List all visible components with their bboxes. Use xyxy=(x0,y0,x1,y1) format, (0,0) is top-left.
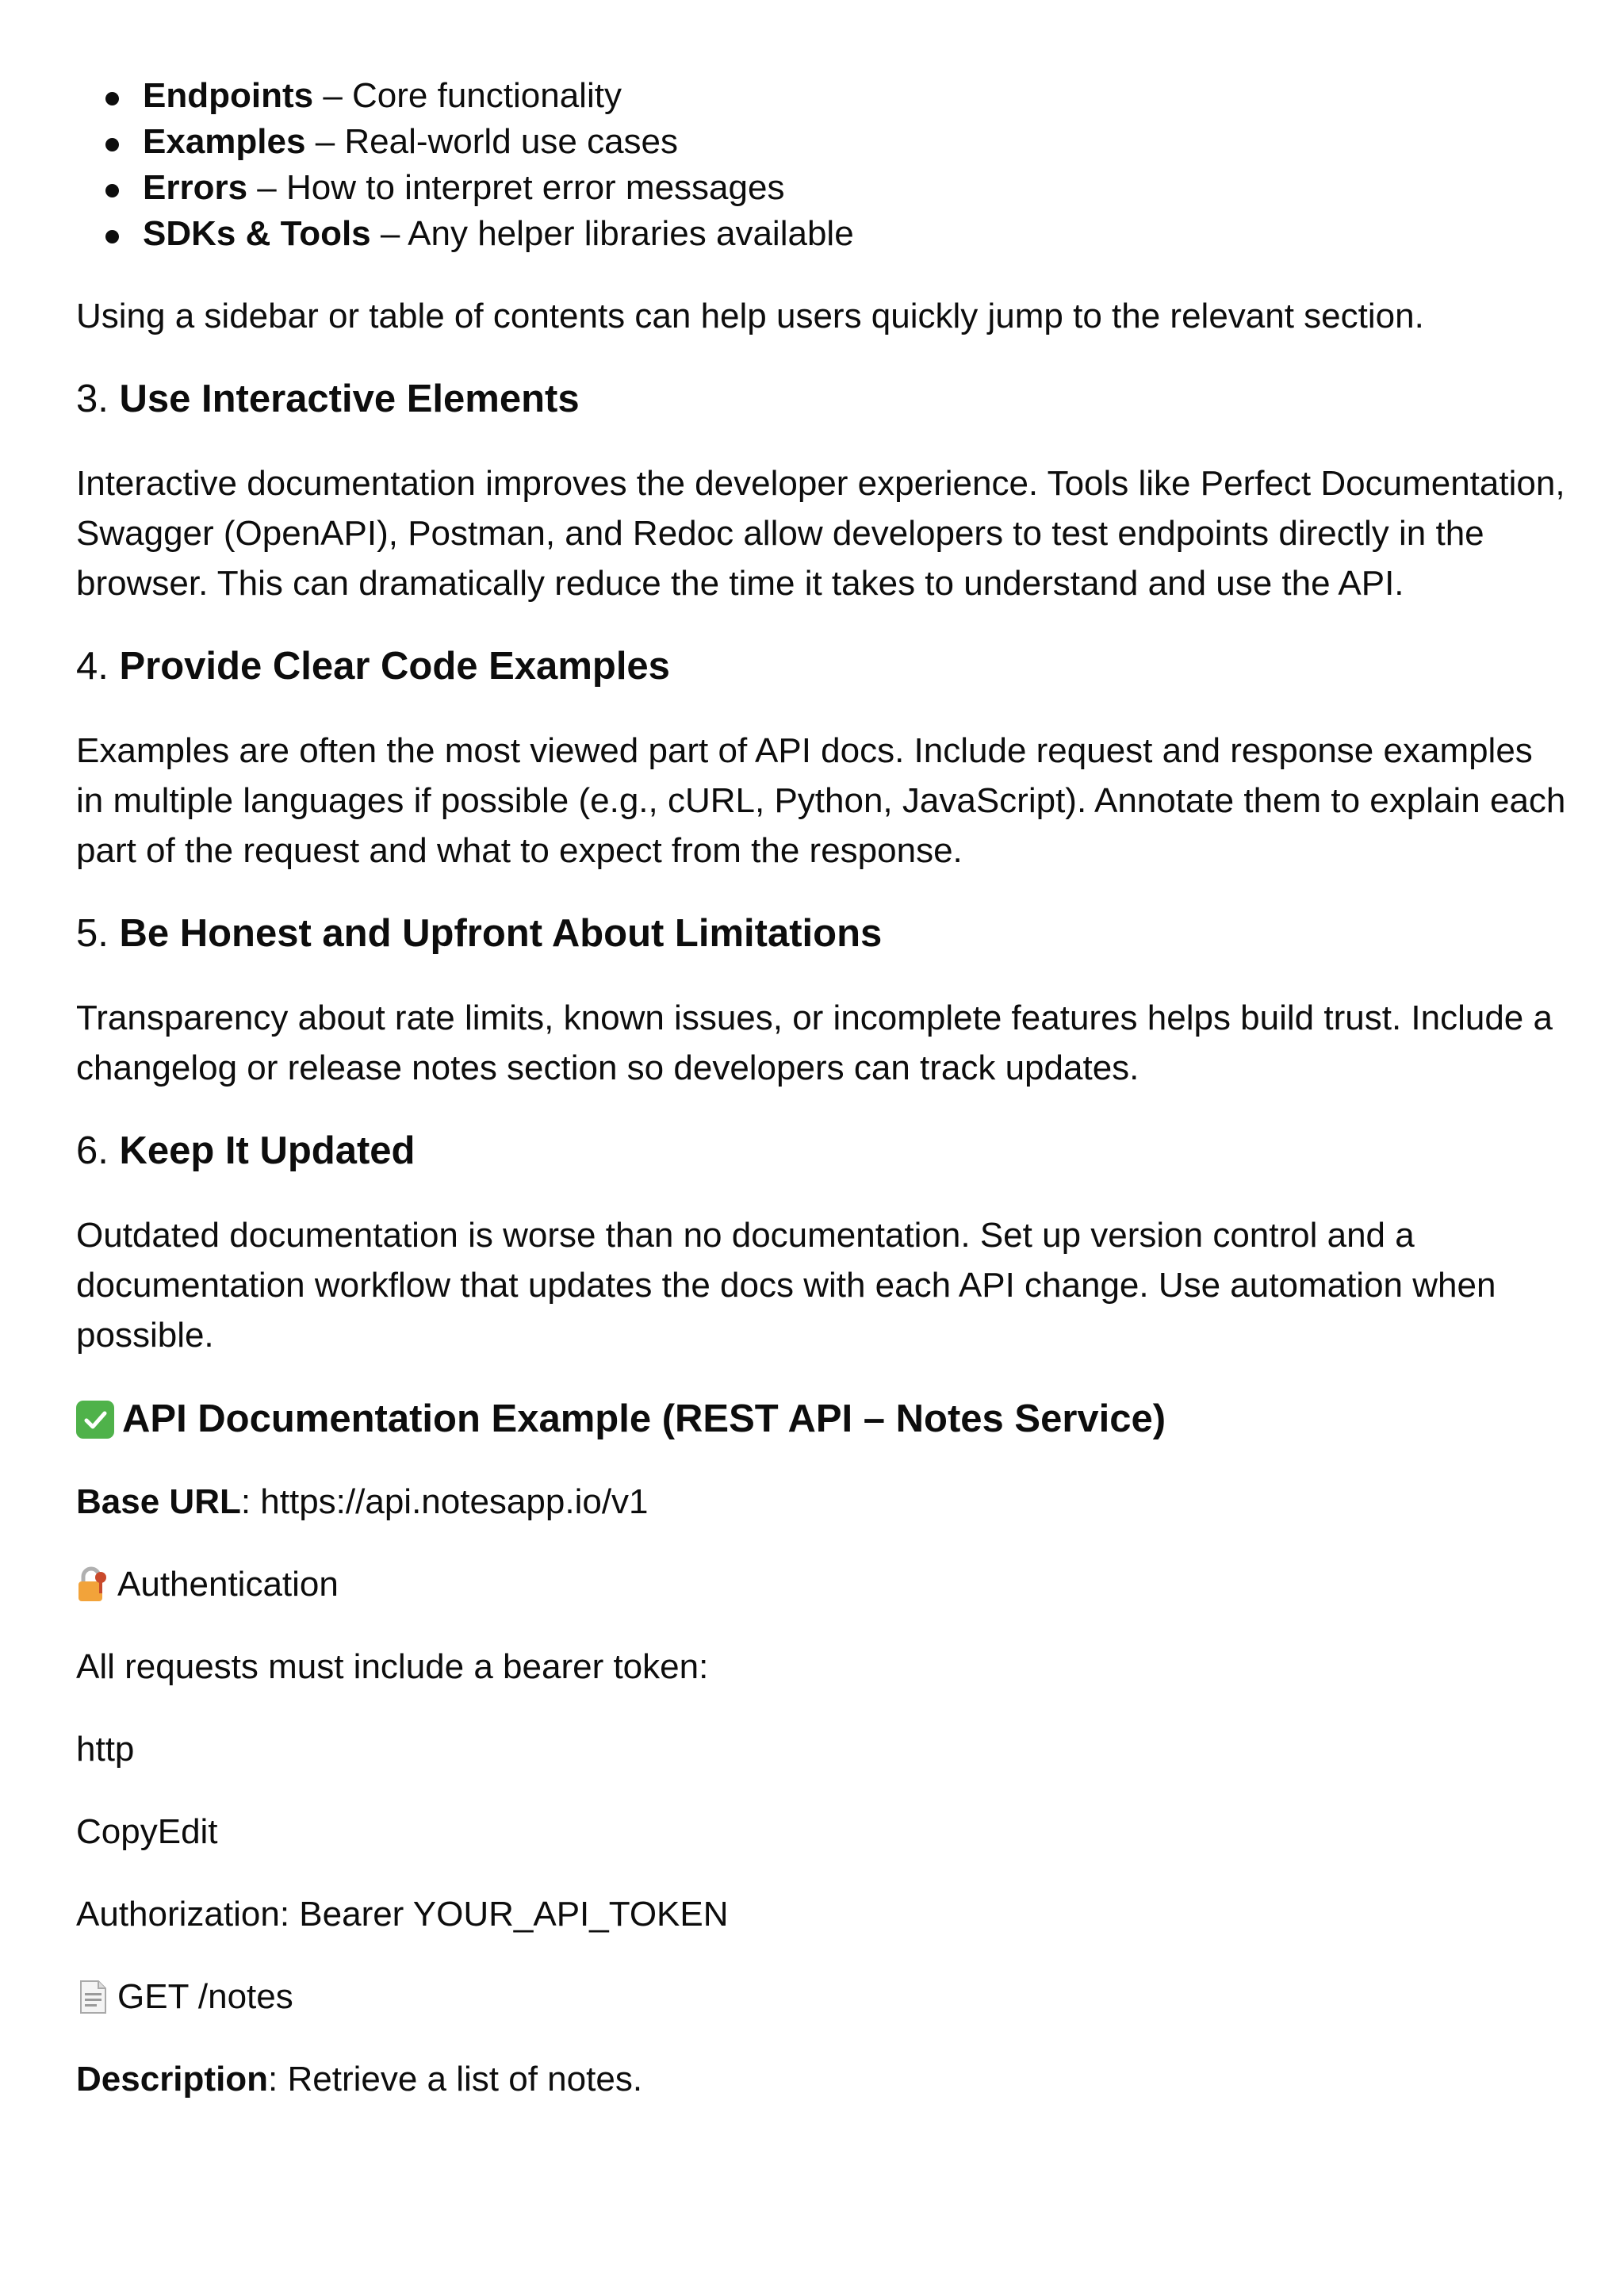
section-5-body: Transparency about rate limits, known issues, or incomplete features helps build trust. Include a changelog or release notes section so developers can track updates. xyxy=(76,999,1553,1087)
authentication-heading: Authentication xyxy=(76,1559,1567,1609)
auth-header-code: Authorization: Bearer YOUR_API_TOKEN xyxy=(76,1895,729,1934)
section-3-body: Interactive documentation improves the developer experience. Tools like Perfect Documentation, Swagger (OpenAPI), Postman, and Redoc allow developers to test endpoints directly in the browser. This can dramatically reduce the time it takes to understand and use the API. xyxy=(76,464,1565,603)
section-3-heading: 3. Use Interactive Elements xyxy=(76,378,580,420)
base-url-line: Base URL: https://api.notesapp.io/v1 xyxy=(76,1482,649,1521)
section-5-heading: 5. Be Honest and Upfront About Limitations xyxy=(76,912,883,955)
description-line: Description: Retrieve a list of notes. xyxy=(76,2060,643,2099)
document-page xyxy=(76,73,1567,2104)
endpoint-heading: GET /notes xyxy=(76,1972,1567,2022)
page-icon xyxy=(76,1979,109,2015)
bullet-icon xyxy=(105,230,119,243)
bullet-icon xyxy=(105,92,119,105)
auth-instructions: All requests must include a bearer token: xyxy=(76,1647,709,1686)
copy-edit-button[interactable]: CopyEdit xyxy=(76,1812,218,1851)
list-item: SDKs & Tools – Any helper libraries available xyxy=(143,211,1567,257)
bullet-icon xyxy=(105,184,119,197)
check-mark-icon xyxy=(76,1401,114,1439)
list-item: Errors – How to interpret error messages xyxy=(143,165,1567,211)
section-4-body: Examples are often the most viewed part of API docs. Include request and response examples in multiple languages if possible (e.g., cURL, Python, JavaScript). Annotate them to explain each part of the request and what to expect from the response. xyxy=(76,731,1566,870)
intro-paragraph: Using a sidebar or table of contents can help users quickly jump to the relevant section. xyxy=(76,297,1424,335)
list-item: Examples – Real-world use cases xyxy=(143,119,1567,165)
section-6-body: Outdated documentation is worse than no documentation. Set up version control and a documentation workflow that updates the docs with each API change. Use automation when possible. xyxy=(76,1216,1496,1355)
bullet-icon xyxy=(105,138,119,151)
list-item: Endpoints – Core functionality xyxy=(143,73,1567,119)
locked-with-key-icon xyxy=(76,1566,109,1603)
example-heading: API Documentation Example (REST API – Notes Service) xyxy=(76,1394,1567,1444)
section-6-heading: 6. Keep It Updated xyxy=(76,1129,416,1172)
bullet-list xyxy=(76,73,1567,257)
code-language-label: http xyxy=(76,1730,135,1769)
section-4-heading: 4. Provide Clear Code Examples xyxy=(76,645,670,688)
